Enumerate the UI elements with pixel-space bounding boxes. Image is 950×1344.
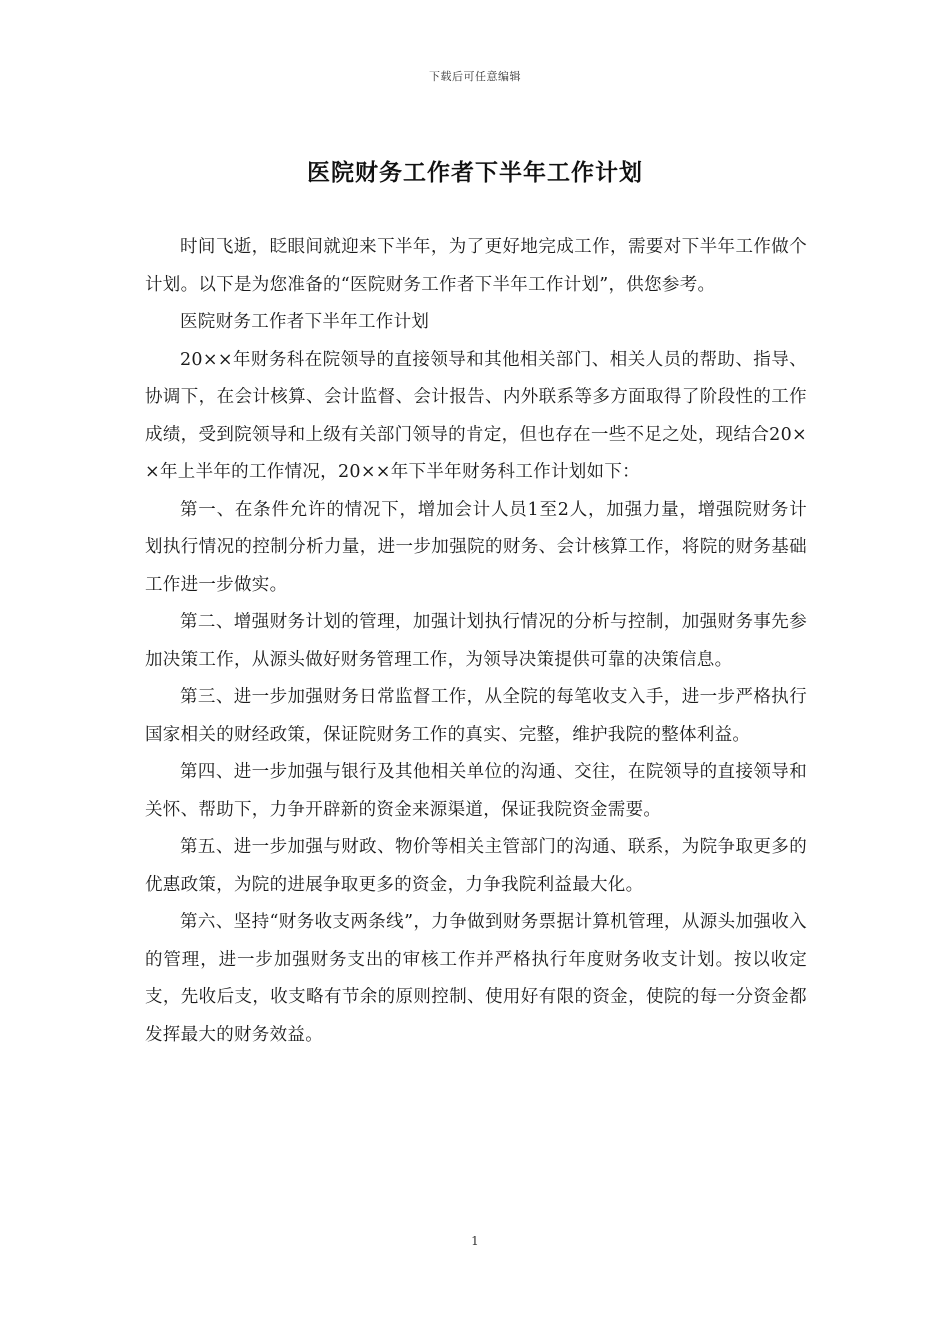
document-title: 医院财务工作者下半年工作计划: [307, 159, 643, 186]
plan-item-4: 第四、进一步加强与银行及其他相关单位的沟通、交往，在院领导的直接领导和关怀、帮助下，力争开辟新的资金来源渠道，保证我院资金需要。: [145, 762, 807, 820]
intro-paragraph: 时间飞逝，眨眼间就迎来下半年，为了更好地完成工作，需要对下半年工作做个计划。以下是为您准备的“医院财务工作者下半年工作计划”，供您参考。: [145, 237, 807, 295]
plan-item-6: 第六、坚持“财务收支两条线”，力争做到财务票据计算机管理，从源头加强收入的管理，进一步加强财务支出的审核工作并严格执行年度财务收支计划。按以收定支，先收后支，收支略有节余的原则控制、使用好有限的资金，使院的每一分资金都发挥最大的财务效益。: [145, 912, 807, 1045]
section-heading: 医院财务工作者下半年工作计划: [180, 312, 430, 332]
plan-item-1: 第一、在条件允许的情况下，增加会计人员1至2人，加强力量，增强院财务计划执行情况的控制分析力量，进一步加强院的财务、会计核算工作，将院的财务基础工作进一步做实。: [145, 499, 807, 595]
summary-paragraph: 20××年财务科在院领导的直接领导和其他相关部门、相关人员的帮助、指导、协调下，在会计核算、会计监督、会计报告、内外联系等多方面取得了阶段性的工作成绩，受到院领导和上级有关部门领导的肯定，但也存在一些不足之处，现结合20××年上半年的工作情况，20××年下半年财务科工作计划如下：: [145, 349, 807, 482]
plan-item-2: 第二、增强财务计划的管理，加强计划执行情况的分析与控制，加强财务事先参加决策工作，从源头做好财务管理工作，为领导决策提供可靠的决策信息。: [145, 612, 807, 670]
document-body: [145, 229, 807, 1054]
page-number: 1: [471, 1234, 479, 1248]
header-note: 下载后可任意编辑: [429, 70, 521, 83]
plan-item-5: 第五、进一步加强与财政、物价等相关主管部门的沟通、联系，为院争取更多的优惠政策，为院的进展争取更多的资金，力争我院利益最大化。: [145, 837, 807, 895]
plan-item-3: 第三、进一步加强财务日常监督工作，从全院的每笔收支入手，进一步严格执行国家相关的财经政策，保证院财务工作的真实、完整，维护我院的整体利益。: [145, 687, 807, 745]
